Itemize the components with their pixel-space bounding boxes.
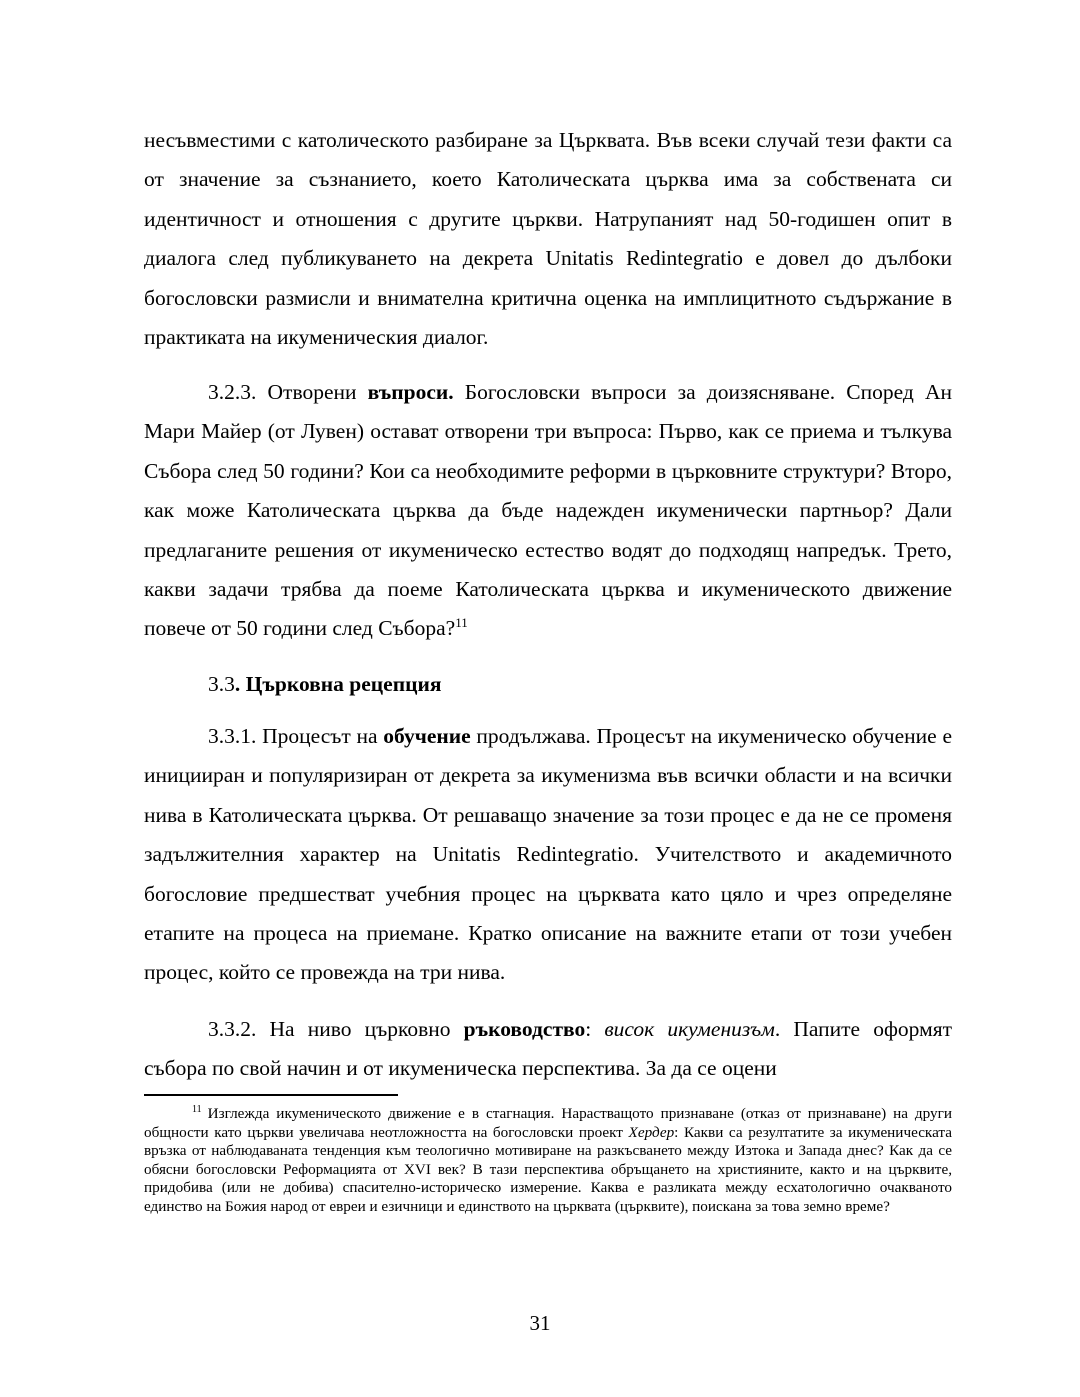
section-3-3-1-bold-term: обучение: [383, 724, 471, 748]
page-number: 31: [529, 1311, 551, 1335]
paragraph-continuation: [144, 121, 952, 357]
footnote-text-before: Изглежда икуменическото движение е в стагнация. Нарастващото признаване (отказ от признаване) на други общности като църкви увеличава неотложността на богословски проект: [144, 1105, 952, 1141]
section-3-3-2-number: 3.3.2. На ниво църковно: [208, 1017, 464, 1041]
footnote-italic-name: Хердер: [628, 1123, 675, 1141]
section-3-3-heading: [144, 665, 952, 704]
section-3-3-1-text: продължава. Процесът на икуменическо обучение е иницииран и популяризиран от декрета за икуменизма във всички области и на всички нива в Католическата църква. От решаващо значение за този процес е да не се променя задължителния характер на Unitatis Redintegratio. Учителството и академичното богословие предшестват учебния процес на църквата като цяло и чрез определяне етапите на процеса на приемане. Кратко описание на важните етапи от този учебен процес, който се провежда на три нива.: [144, 724, 952, 985]
section-3-3-number: 3.3: [208, 672, 235, 696]
section-3-3-2-bold-term: ръководство: [463, 1017, 586, 1041]
section-3-3-2-colon: :: [585, 1017, 605, 1041]
section-3-3-1-paragraph: [144, 717, 952, 993]
section-3-3-2-text: . Папите оформят събора по свой начин и от икуменическа перспектива. За да се оцени: [144, 1017, 952, 1081]
section-3-2-3-paragraph: [144, 373, 952, 649]
footnote-separator: [144, 1094, 398, 1096]
section-3-3-2-paragraph: [144, 1010, 952, 1089]
footnote-reference-11[interactable]: 11: [455, 615, 468, 631]
section-3-2-3-bold-term: въпроси.: [367, 380, 454, 404]
section-3-3-title: . Църковна рецепция: [234, 672, 442, 696]
footnote-text-after: : Какви са резултатите за икуменическата връзка от наблюдаваната тенденция към теологично мотивиране на разкъсването между Изтока и Запада днес? Как да се обясни богословски Реформацията от XVI век? В тази перспектива обръщането на християните, както и на църквите, придобива (или не добива) спасително-историческо измерение. Каква е разликата между есхатологично очакваното единство на Божия народ от евреи и езичници и единството на църквата (църквите), поискана за това земно време?: [144, 1123, 952, 1215]
section-3-2-3-text: Богословски въпроси за доизясняване. Според Ан Мари Майер (от Лувен) остават отворени три въпроса: Първо, как се приема и тълкува Събора след 50 години? Кои са необходимите реформи в църковните структури? Второ, как може Католическата църква да бъде надежден икуменически партньор? Дали предлаганите решения от икуменическо естество водят до подходящ напредък. Трето, какви задачи трябва да поеме Католическата църква и икуменическото движение повече от 50 години след Събора?: [144, 380, 952, 641]
section-3-3-2-italic-term: висок икуменизъм: [604, 1017, 775, 1041]
paragraph-continuation-text: несъвместими с католическото разбиране за Църквата. Във всеки случай тези факти са от значение за съзнанието, което Католическата църква има за собствената си идентичност и отношения с другите църкви. Натрупаният над 50-годишен опит в диалога след публикуването на декрета Unitatis Redintegratio е довел до дълбоки богословски размисли и внимателна критична оценка на имплицитното съдържание в практиката на икуменическия диалог.: [144, 128, 952, 350]
footnote-11: [144, 1105, 952, 1217]
section-3-3-1-number: 3.3.1. Процесът на: [208, 724, 384, 748]
footnote-marker: 11: [192, 1103, 202, 1115]
section-3-2-3-number: 3.2.3. Отворени: [208, 380, 368, 404]
